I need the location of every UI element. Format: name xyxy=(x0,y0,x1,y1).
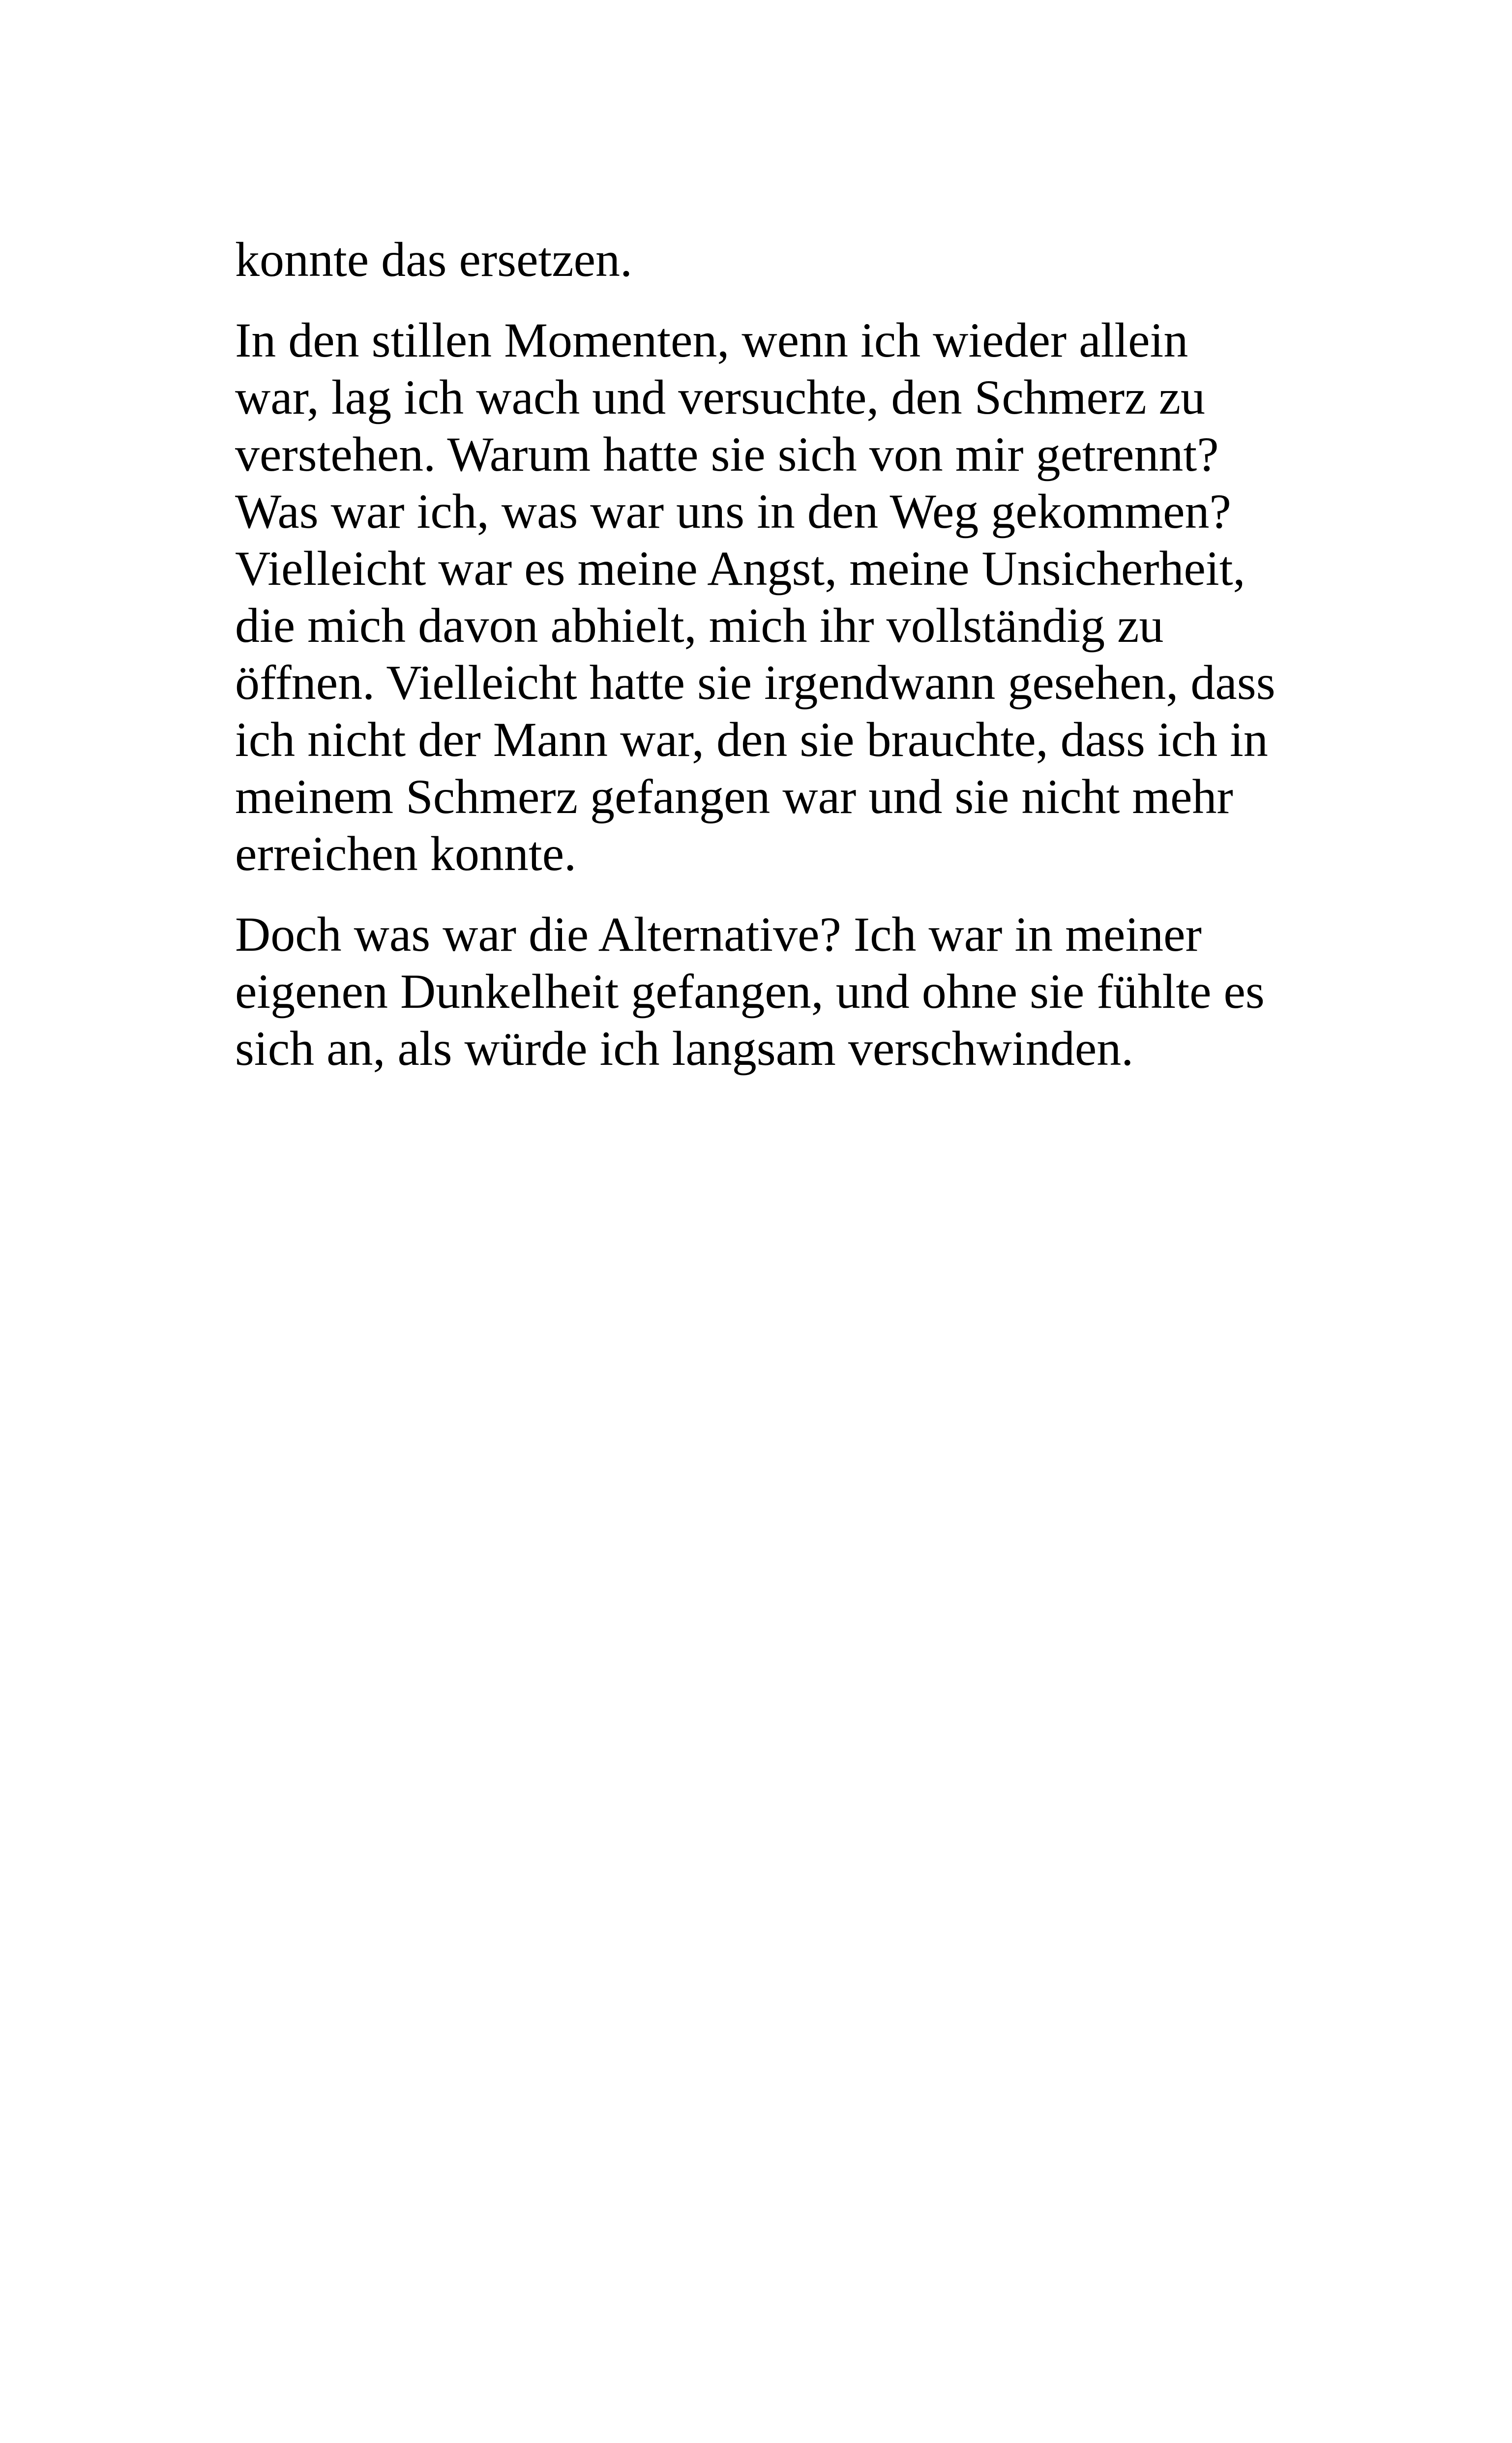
text-line: In den stillen Momenten, wenn ich wieder allein xyxy=(235,313,1188,367)
paragraph-2 xyxy=(235,312,1317,882)
text-line: war, lag ich wach und versuchte, den Schmerz zu xyxy=(235,370,1205,424)
paragraph-3 xyxy=(235,906,1317,1077)
paragraph-spacer xyxy=(235,288,1317,312)
text-line: öffnen. Vielleicht hatte sie irgendwann gesehen, dass xyxy=(235,655,1275,710)
text-line: eigenen Dunkelheit gefangen, und ohne sie fühlte es xyxy=(235,964,1265,1019)
body-text xyxy=(235,231,1317,1077)
paragraph-1 xyxy=(235,231,1317,288)
text-line: meinem Schmerz gefangen war und sie nicht mehr xyxy=(235,769,1233,824)
text-line: Was war ich, was war uns in den Weg gekommen? xyxy=(235,484,1231,539)
text-line: die mich davon abhielt, mich ihr vollständig zu xyxy=(235,598,1164,653)
text-line: konnte das ersetzen. xyxy=(235,232,633,287)
text-line: Doch was war die Alternative? Ich war in meiner xyxy=(235,907,1202,962)
text-line: sich an, als würde ich langsam verschwinden. xyxy=(235,1021,1134,1076)
text-line: ich nicht der Mann war, den sie brauchte, dass ich in xyxy=(235,712,1268,767)
text-line: Vielleicht war es meine Angst, meine Unsicherheit, xyxy=(235,541,1245,596)
text-line: verstehen. Warum hatte sie sich von mir getrennt? xyxy=(235,427,1219,482)
text-line: erreichen konnte. xyxy=(235,826,577,881)
paragraph-spacer xyxy=(235,882,1317,906)
